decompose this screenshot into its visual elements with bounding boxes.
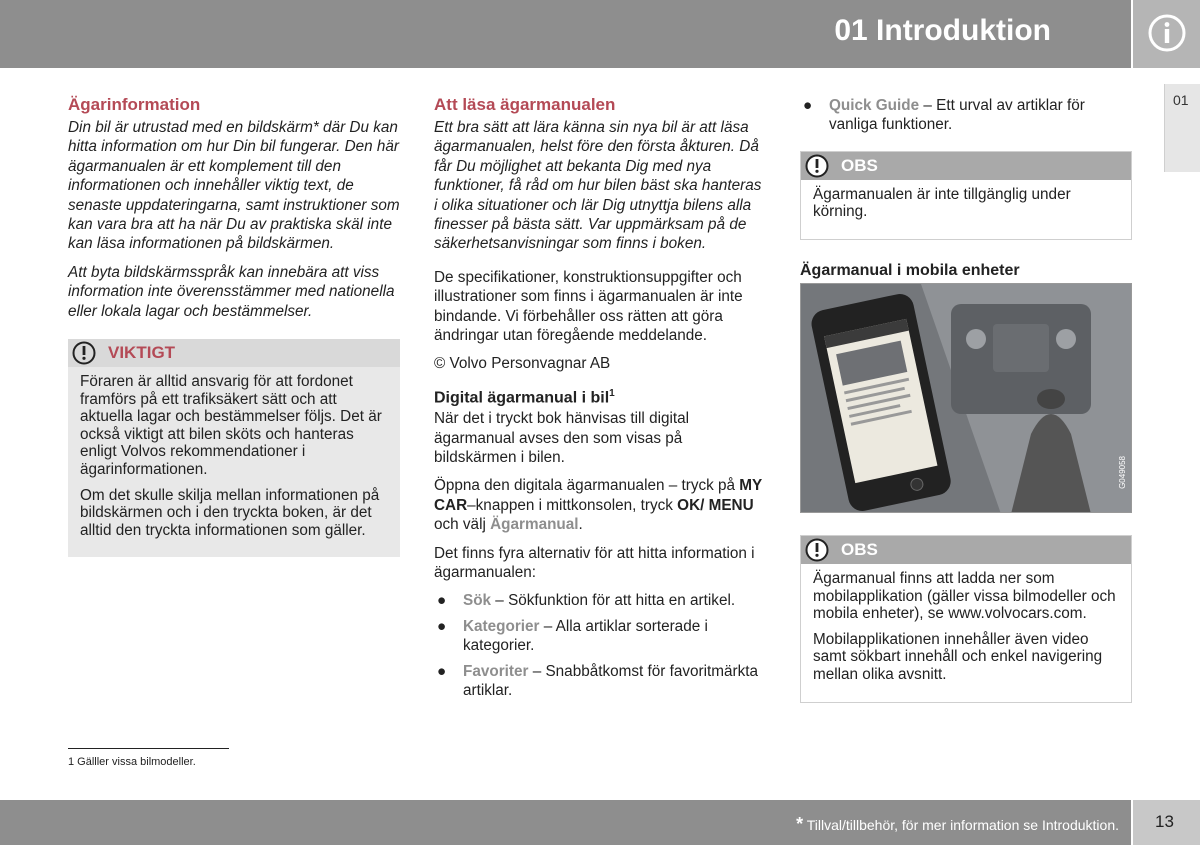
note-icon [805, 538, 829, 562]
list-item: ● Sök – Sökfunktion för att hitta en artikel. [437, 592, 736, 610]
note-box [800, 151, 1132, 240]
page-number: 13 [1155, 812, 1174, 831]
footnote-divider [68, 748, 229, 749]
section-heading-read-manual: Att läsa ägarmanualen [434, 95, 616, 114]
info-icon [1147, 13, 1187, 53]
mobile-manual-heading: Ägarmanual i mobila enheter [800, 262, 1020, 279]
owner-info-paragraph: Din bil är utrustad med en bildskärm* där Du kan hitta information om hur Din bil fungerar. Den här ägarmanualen är ett komplement till den informationen och innehåller viktig text, de senaste uppdateringarna, samt instruktioner som kan vara bra att ha när Du av praktiska skäl inte kan läsa informationen på bildskärmen. [68, 119, 400, 253]
footer-note: * Tillval/tillbehör, för mer information se Introduktion. [796, 814, 1119, 834]
digital-manual-paragraph: När det i tryckt bok hänvisas till digital ägarmanual avses den som visas på bildskärmen i bilen. [434, 410, 690, 467]
important-text-2: Om det skulle skilja mellan informationen på bildskärmen och i den tryckta boken, är det alltid den tryckta informationen som gäller. [80, 486, 380, 539]
list-item: ● Favoriter – Snabbåtkomst för favoritmärkta artiklar. [437, 662, 759, 700]
footnote-text: 1 Gälller vissa bilmodeller. [68, 756, 196, 768]
note-box-body [801, 180, 1131, 221]
note-box-header [801, 536, 1131, 564]
page-title: 01 Introduktion [834, 14, 1051, 47]
list-item: ● Kategorier – Alla artiklar sorterade i kategorier. [437, 617, 708, 655]
important-box-title: VIKTIGT [108, 343, 176, 363]
note-icon [805, 154, 829, 178]
phone-in-car-photo [800, 283, 1132, 513]
footnote-ref: 1 [609, 387, 615, 399]
note-box-title: OBS [841, 155, 878, 175]
note-text: Mobilapplikationen innehåller även video samt sökbart innehåll och enkel navigering mellan olika avsnitt. [813, 630, 1103, 683]
my-car-key: MY CAR [434, 477, 762, 514]
list-item: ● Quick Guide – Ett urval av artiklar för vanliga funktioner. [803, 97, 1085, 134]
note-box-header [801, 152, 1131, 180]
important-box-header [68, 339, 400, 367]
page-number-box [1133, 800, 1200, 845]
note-box-title: OBS [841, 540, 878, 559]
note-text: Ägarmanual finns att ladda ner som mobilapplikation (gäller vissa bilmodeller och mobila enheter), se www.volvocars.com. [813, 570, 1116, 623]
note-box [800, 535, 1132, 703]
language-paragraph: Att byta bildskärmsspråk kan innebära att viss information inte överensstämmer med nationella eller lokala lagar och bestämmelser. [68, 263, 395, 320]
note-text: Ägarmanualen är inte tillgänglig under körning. [813, 185, 1071, 221]
section-heading-owner-info: Ägarinformation [68, 95, 201, 114]
digital-manual-heading: Digital ägarmanual i bil$^1$ [434, 387, 615, 407]
important-box-body [68, 367, 400, 539]
header-icon-box [1133, 0, 1200, 68]
ok-menu-key: OK/ MENU [677, 496, 754, 514]
four-options-paragraph: Det finns fyra alternativ för att hitta information i ägarmanualen: [434, 544, 755, 582]
footer-bar [0, 800, 1131, 845]
copyright-text: © Volvo Personvagnar AB [434, 355, 611, 373]
column-2 [434, 94, 768, 706]
search-options-list [434, 591, 768, 700]
specifications-paragraph: De specifikationer, konstruktionsuppgifter och illustrationer som finns i ägarmanualen är inte bindande. Vi förbehåller oss rätten att göra ändringar utan föregående meddelande. [434, 268, 743, 345]
chapter-tab[interactable] [1164, 84, 1200, 172]
warning-icon [72, 341, 96, 365]
column-1 [68, 94, 400, 557]
image-code: G049058 [1118, 456, 1127, 489]
quick-guide-list [800, 96, 1132, 135]
header-bar [0, 0, 1131, 68]
read-manual-intro: Ett bra sätt att lära känna sin nya bil är att läsa ägarmanualen, helst före den första åkturen. Då får Du möjlighet att bekanta Dig med nya funktioner, få råd om hur bilen bäst ska hanteras i olika situationer och lär Dig utnyttja bilens alla finesser på bästa sätt. Var uppmärksam på de säkerhetsanvisningar som finns i boken. [434, 119, 762, 253]
owner-manual-menu-item: Ägarmanual [490, 516, 579, 534]
important-box [68, 339, 400, 557]
important-text-1: Föraren är alltid ansvarig för att fordonet framförs på ett trafiksäkert sätt och att aktuella lagar och bestämmelser följs. Det är också viktigt att bilen sköts och hanteras enligt Volvos rekommendationer i ägarinformationen. [80, 373, 382, 479]
open-manual-paragraph: Öppna den digitala ägarmanualen – tryck på MY CAR–knappen i mittkonsolen, tryck OK/ MENU och välj Ägarmanual. [434, 477, 762, 534]
column-3 [800, 94, 1132, 703]
note-box-body [801, 564, 1131, 684]
chapter-tab-label: 01 [1173, 92, 1189, 108]
phone-in-car-illustration [801, 284, 1132, 513]
